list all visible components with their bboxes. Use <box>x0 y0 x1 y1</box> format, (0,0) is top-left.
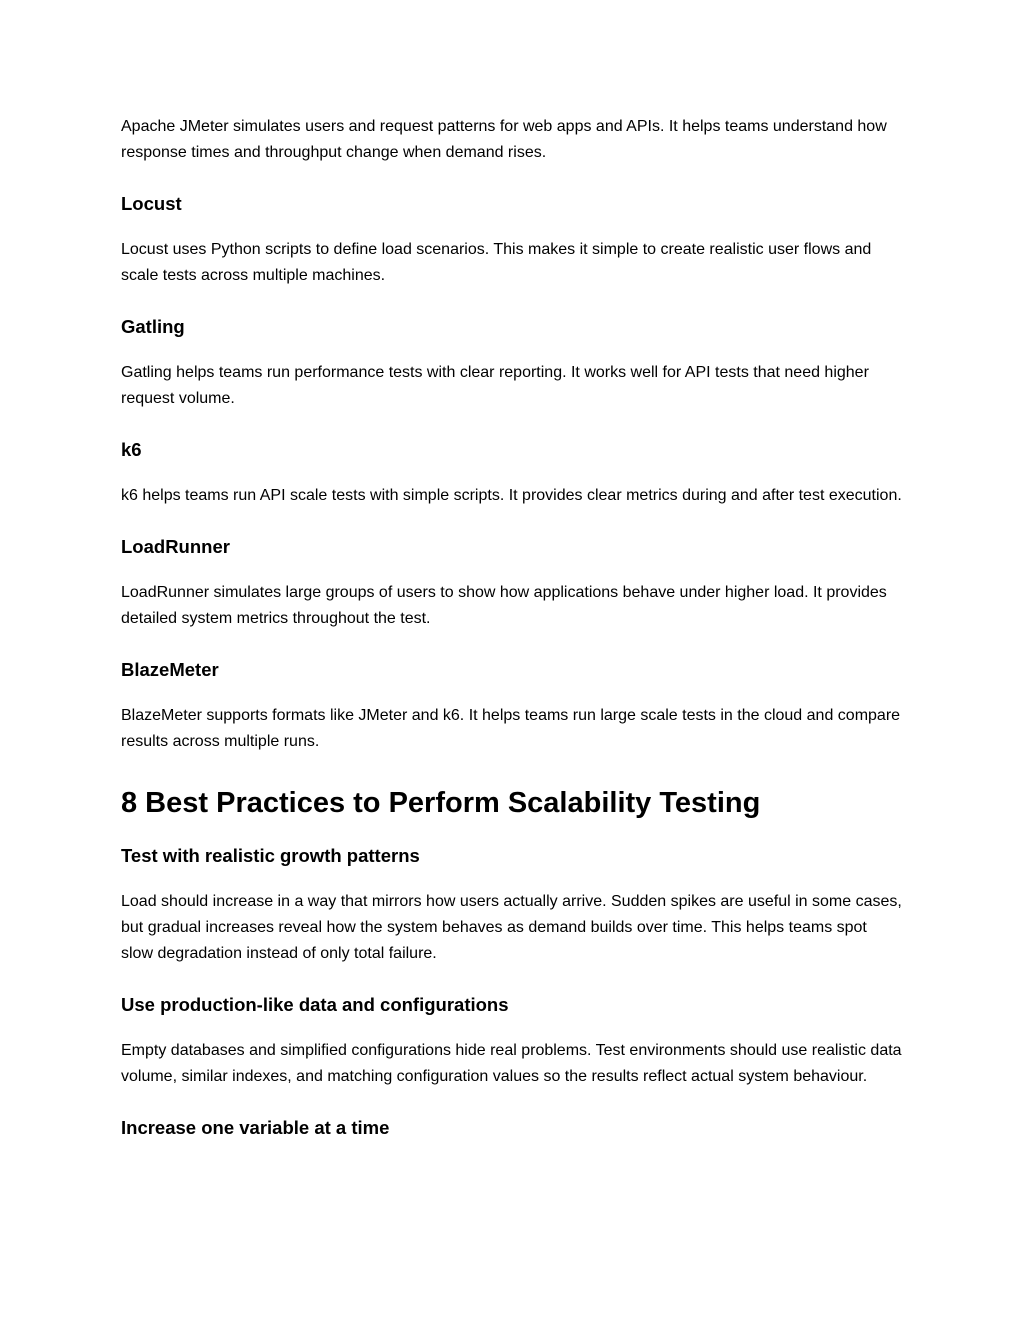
paragraph-blazemeter: BlazeMeter supports formats like JMeter and k6. It helps teams run large scale tests in the cloud and compare results across multiple runs. <box>121 707 901 750</box>
heading-gatling: Gatling <box>121 316 185 337</box>
heading-k6: k6 <box>121 439 142 460</box>
paragraph-locust: Locust uses Python scripts to define load scenarios. This makes it simple to create realistic user flows and scale tests across multiple machines. <box>121 241 872 284</box>
heading-locust: Locust <box>121 193 182 214</box>
paragraph-production-like-data: Empty databases and simplified configurations hide real problems. Test environments should use realistic data volume, similar indexes, and matching configuration values so the results reflect actual system behaviour. <box>121 1042 902 1085</box>
paragraph-gatling: Gatling helps teams run performance tests with clear reporting. It works well for API tests that need higher request volume. <box>121 364 869 407</box>
paragraph-realistic-growth: Load should increase in a way that mirrors how users actually arrive. Sudden spikes are useful in some cases, but gradual increases reveal how the system behaves as demand builds over time. This helps teams spot slow degradation instead of only total failure. <box>121 893 902 962</box>
heading-loadrunner: LoadRunner <box>121 536 230 557</box>
paragraph-k6: k6 helps teams run API scale tests with simple scripts. It provides clear metrics during and after test execution. <box>121 487 902 504</box>
heading-blazemeter: BlazeMeter <box>121 659 219 680</box>
heading-production-like-data: Use production-like data and configurations <box>121 994 509 1015</box>
heading-realistic-growth: Test with realistic growth patterns <box>121 845 420 866</box>
paragraph-jmeter: Apache JMeter simulates users and request patterns for web apps and APIs. It helps teams understand how response times and throughput change when demand rises. <box>121 118 887 161</box>
heading-increase-one-variable: Increase one variable at a time <box>121 1117 390 1138</box>
heading-best-practices: 8 Best Practices to Perform Scalability Testing <box>121 787 761 819</box>
paragraph-loadrunner: LoadRunner simulates large groups of users to show how applications behave under higher load. It provides detailed system metrics throughout the test. <box>121 584 887 627</box>
